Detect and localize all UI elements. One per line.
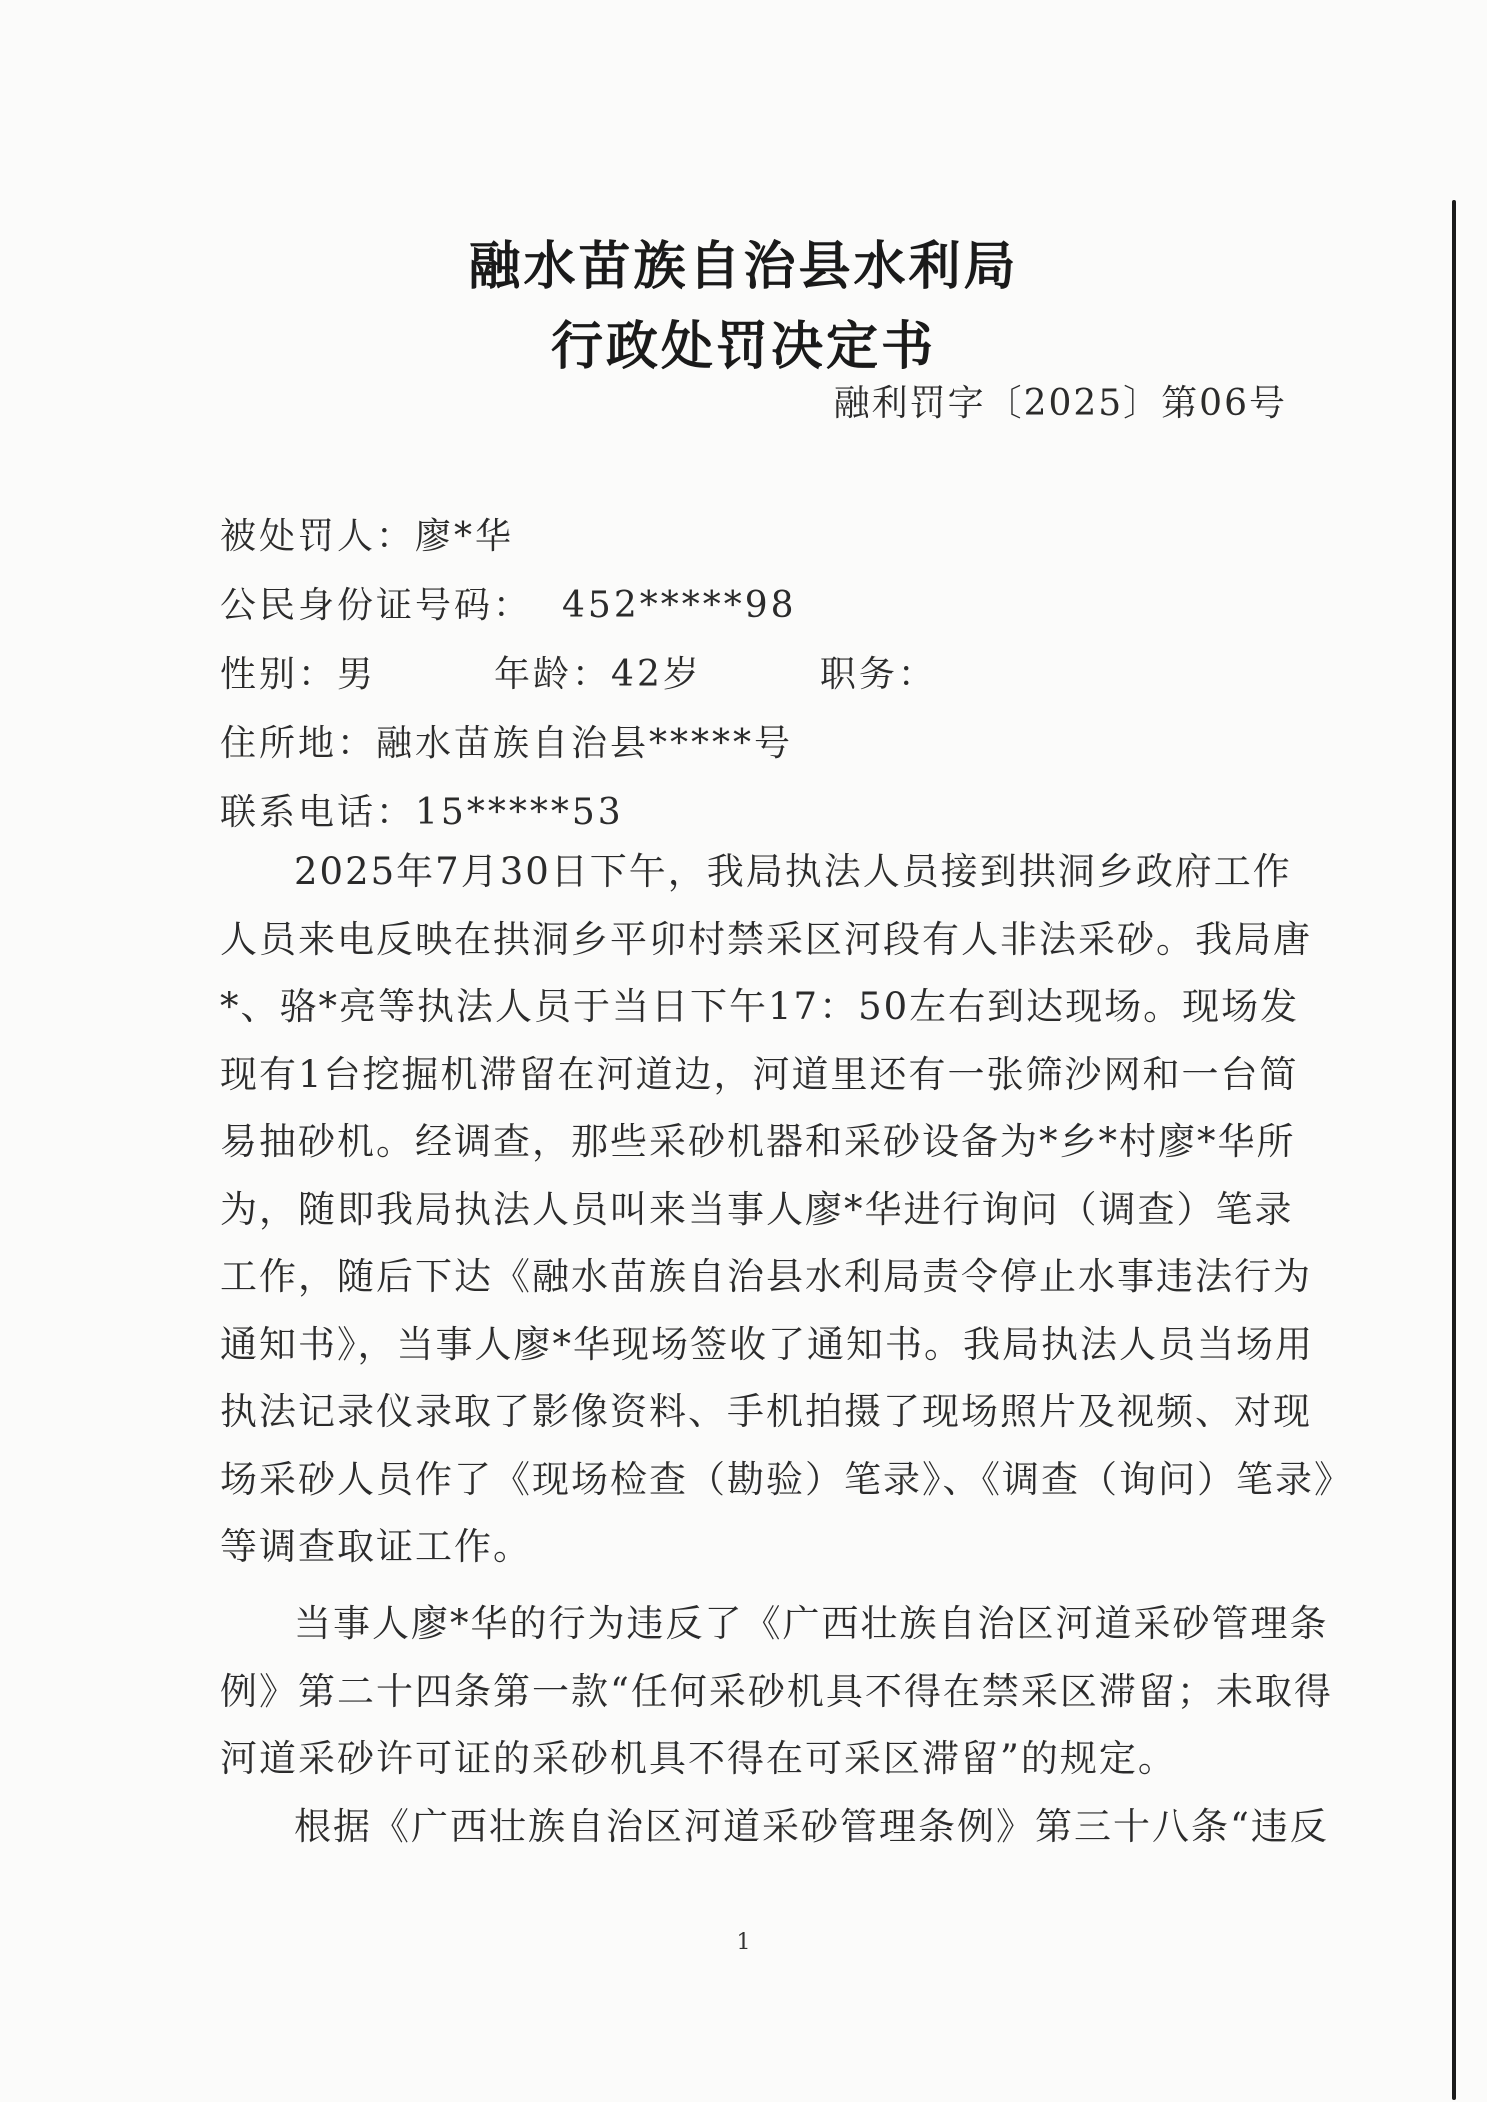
party-phone-row	[220, 784, 624, 835]
facts-line: 等调查取证工作。	[220, 1525, 532, 1568]
party-age-value: 42岁	[611, 654, 702, 695]
party-name-value: 廖*华	[415, 516, 515, 557]
basis-line: 根据《广西壮族自治区河道采砂管理条例》第三十八条“违反	[294, 1805, 1329, 1848]
party-name-label: 被处罚人：	[220, 516, 416, 557]
party-age-label: 年龄：	[494, 654, 612, 695]
facts-line: 2025年7月30日下午，我局执法人员接到拱洞乡政府工作	[294, 850, 1292, 893]
violation-paragraph	[220, 1590, 1333, 1793]
party-phone-label: 联系电话：	[220, 792, 416, 833]
page-number: 1	[736, 1930, 751, 1955]
document-number: 融利罚字〔2025〕第06号	[833, 383, 1287, 424]
party-address-row	[220, 715, 793, 766]
facts-line: 场采砂人员作了《现场检查（勘验）笔录》、《调查（询问）笔录》	[220, 1457, 1353, 1501]
party-address-value: 融水苗族自治县*****号	[376, 723, 794, 764]
party-id-value: 452*****98	[562, 585, 797, 626]
party-position-label: 职务：	[819, 654, 937, 695]
party-demographics-row	[220, 646, 937, 697]
document-title-type: 行政处罚决定书	[550, 317, 936, 377]
scan-edge-line	[1452, 200, 1456, 2100]
facts-line: 人员来电反映在拱洞乡平卯村禁采区河段有人非法采砂。我局唐	[220, 917, 1312, 961]
facts-line: 易抽砂机。经调查，那些采砂机器和采砂设备为*乡*村廖*华所	[220, 1120, 1296, 1163]
facts-line: *、骆*亮等执法人员于当日下午17：50左右到达现场。现场发	[220, 985, 1300, 1028]
facts-line: 通知书》，当事人廖*华现场签收了通知书。我局执法人员当场用	[220, 1322, 1314, 1366]
facts-line: 为，随即我局执法人员叫来当事人廖*华进行询问（调查）笔录	[220, 1187, 1294, 1231]
party-id-label: 公民身份证号码：	[220, 585, 533, 626]
party-gender-label: 性别：	[220, 654, 338, 695]
facts-line: 工作，随后下达《融水苗族自治县水利局责令停止水事违法行为	[220, 1255, 1312, 1298]
facts-paragraph	[220, 838, 1353, 1581]
party-address-label: 住所地：	[220, 723, 377, 764]
facts-line: 执法记录仪录取了影像资料、手机拍摄了现场照片及视频、对现	[220, 1390, 1312, 1433]
document-title-agency: 融水苗族自治县水利局	[468, 237, 1019, 297]
basis-paragraph	[220, 1793, 1329, 1861]
violation-line: 当事人廖*华的行为违反了《广西壮族自治区河道采砂管理条	[294, 1602, 1329, 1645]
violation-line: 例》第二十四条第一款“任何采砂机具不得在禁采区滞留；未取得	[220, 1669, 1333, 1713]
party-phone-value: 15*****53	[415, 792, 624, 833]
party-gender-value: 男	[337, 654, 377, 695]
facts-line: 现有1台挖掘机滞留在河道边，河道里还有一张筛沙网和一台简	[220, 1052, 1299, 1096]
party-name-row	[220, 508, 514, 559]
party-id-row	[220, 577, 797, 628]
violation-line: 河道采砂许可证的采砂机具不得在可采区滞留”的规定。	[220, 1737, 1177, 1780]
